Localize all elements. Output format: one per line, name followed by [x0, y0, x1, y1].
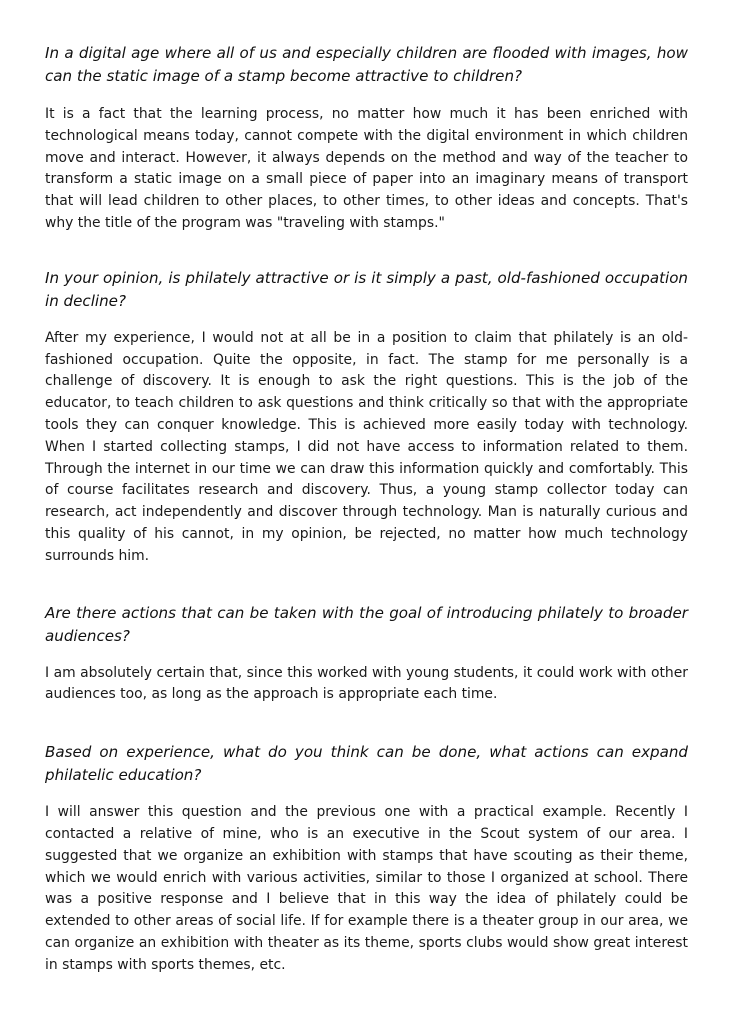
interview-document [45, 42, 688, 977]
qa-section-1 [45, 42, 688, 235]
qa-section-4 [45, 741, 688, 976]
answer-1: It is a fact that the learning process, no matter how much it has been enriched with technological means today, cannot compete with the digital environment in which children move and interact. However, it always depends on the method and way of the teacher to transform a static image on a small piece of paper into an imaginary means of transport that will lead children to other places, to other times, to other ideas and concepts. That's why the title of the program was "traveling with stamps." [45, 106, 688, 231]
question-1: In a digital age where all of us and especially children are flooded with images, how can the static image of a stamp become attractive to children? [45, 44, 688, 85]
question-4: Based on experience, what do you think can be done, what actions can expand philatelic education? [45, 743, 688, 785]
question-2: In your opinion, is philately attractive or is it simply a past, old-fashioned occupation in decline? [45, 268, 688, 310]
qa-section-3 [45, 602, 688, 707]
answer-3: I am absolutely certain that, since this worked with young students, it could work with other audiences too, as long as the approach is appropriate each time. [45, 664, 688, 703]
question-3: Are there actions that can be taken with the goal of introducing philately to broader audiences? [45, 603, 688, 645]
answer-4: I will answer this question and the previous one with a practical example. Recently I contacted a relative of mine, who is an executive in the Scout system of our area. I suggested that we organize an exhibition with stamps that have scouting as their theme, which we would enrich with various activities, similar to those I organized at school. There was a positive response and I believe that in this way the idea of philately could be extended to other areas of social life. If for example there is a theater group in our area, we can organize an exhibition with theater as its theme, sports clubs would show great interest in stamps with sports themes, etc. [45, 804, 688, 973]
answer-2: After my experience, I would not at all be in a position to claim that philately is an old-fashioned occupation. Quite the opposite, in fact. The stamp for me personally is a challenge of discovery. It is enough to ask the right questions. This is the job of the educator, to teach children to ask questions and think critically so that with the appropriate tools they can conquer knowledge. This is achieved more easily today with technology. When I started collecting stamps, I did not have access to information related to them. Through the internet in our time we can draw this information quickly and comfortably. This of course facilitates research and discovery. Thus, a young stamp collector today can research, act independently and discover through technology. Man is naturally curious and this quality of his cannot, in my opinion, be rejected, no matter how much technology surrounds him. [45, 329, 688, 564]
qa-section-2 [45, 267, 688, 568]
